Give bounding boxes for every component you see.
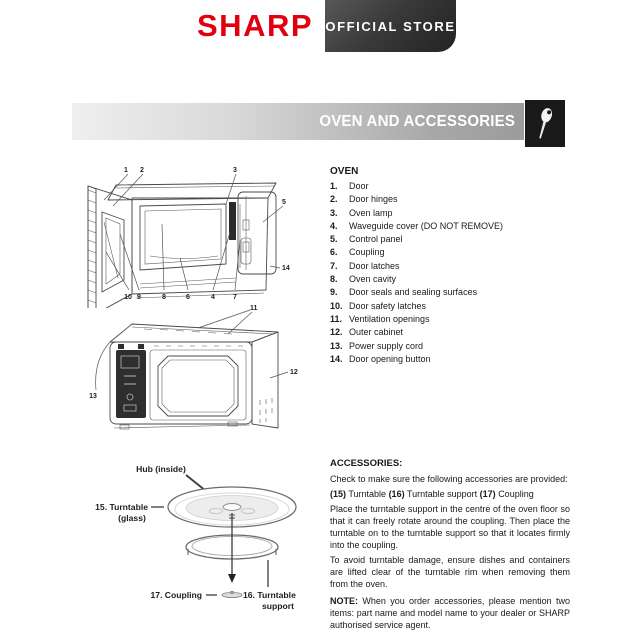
list-item: 6. Coupling bbox=[330, 247, 385, 258]
oven-parts-list bbox=[330, 180, 570, 366]
callout-number: 7 bbox=[233, 294, 237, 301]
turntable-label-glass: (glass) bbox=[118, 513, 146, 523]
support-label-2: support bbox=[262, 601, 294, 611]
list-item: 8. Oven cavity bbox=[330, 274, 397, 285]
list-item: 5. Control panel bbox=[330, 234, 403, 245]
list-item: 14. Door opening button bbox=[330, 353, 431, 364]
callout-number: 2 bbox=[140, 167, 144, 174]
official-store-badge bbox=[325, 0, 456, 52]
turntable-diagram bbox=[80, 455, 315, 640]
callout-number: 11 bbox=[250, 305, 258, 312]
list-item: 9. Door seals and sealing surfaces bbox=[330, 287, 478, 298]
open-oven-diagram bbox=[80, 160, 315, 308]
list-item: 2. Door hinges bbox=[330, 194, 398, 205]
list-item: 7. Door latches bbox=[330, 260, 400, 271]
accessories-section bbox=[330, 458, 570, 634]
callout-number: 12 bbox=[290, 369, 298, 376]
coupling-label: 17. Coupling bbox=[150, 590, 202, 600]
callout-number: 14 bbox=[282, 265, 290, 272]
callout-number: 6 bbox=[186, 294, 190, 301]
support-label: 16. Turntable bbox=[243, 590, 296, 600]
list-item: 13. Power supply cord bbox=[330, 340, 424, 351]
accessories-intro: Check to make sure the following accessories are provided: bbox=[330, 474, 568, 484]
callout-number: 8 bbox=[162, 294, 166, 301]
section-title: OVEN AND ACCESSORIES bbox=[319, 112, 516, 130]
accessories-note: NOTE: When you order accessories, please mention two items: part name and model name to your dealer or SHARP authorised service agent. bbox=[330, 596, 570, 630]
hub-label: Hub (inside) bbox=[136, 464, 186, 474]
accessories-items-line: (15) Turntable (16) Turntable support (17) Coupling bbox=[330, 489, 534, 499]
callout-number: 3 bbox=[233, 167, 237, 174]
sharp-logo: SHARP bbox=[197, 8, 314, 43]
callout-number: 13 bbox=[89, 393, 97, 400]
callout-number: 9 bbox=[137, 294, 141, 301]
accessories-heading: ACCESSORIES: bbox=[330, 458, 403, 469]
banner-icon-box bbox=[525, 100, 565, 147]
official-store-label: OFFICIAL STORE bbox=[325, 18, 456, 34]
list-item: 1. Door bbox=[330, 181, 369, 191]
section-banner bbox=[72, 103, 524, 140]
callout-number: 5 bbox=[282, 199, 286, 206]
list-item: 3. Oven lamp bbox=[330, 207, 393, 218]
spoon-icon bbox=[532, 105, 558, 143]
accessories-paragraph-1: Place the turntable support in the centre of the oven floor so that it can freely rotate around the coupling. Then place the turntable on to the turntable support so that it locates firmly into the coupling. bbox=[330, 504, 570, 550]
list-item: 11. Ventilation openings bbox=[330, 313, 430, 324]
closed-oven-diagram bbox=[80, 298, 315, 433]
callout-number: 10 bbox=[124, 294, 132, 301]
turntable-label: 15. Turntable bbox=[95, 502, 148, 512]
list-item: 10. Door safety latches bbox=[330, 300, 427, 311]
callout-number: 1 bbox=[124, 167, 128, 174]
callout-number: 4 bbox=[211, 294, 215, 301]
list-item: 12. Outer cabinet bbox=[330, 327, 404, 338]
accessories-paragraph-2: To avoid turntable damage, ensure dishes and containers are lifted clear of the turntable rim when removing them from the oven. bbox=[330, 555, 570, 589]
list-item: 4. Waveguide cover (DO NOT REMOVE) bbox=[330, 220, 504, 231]
oven-list-heading: OVEN bbox=[330, 166, 359, 177]
